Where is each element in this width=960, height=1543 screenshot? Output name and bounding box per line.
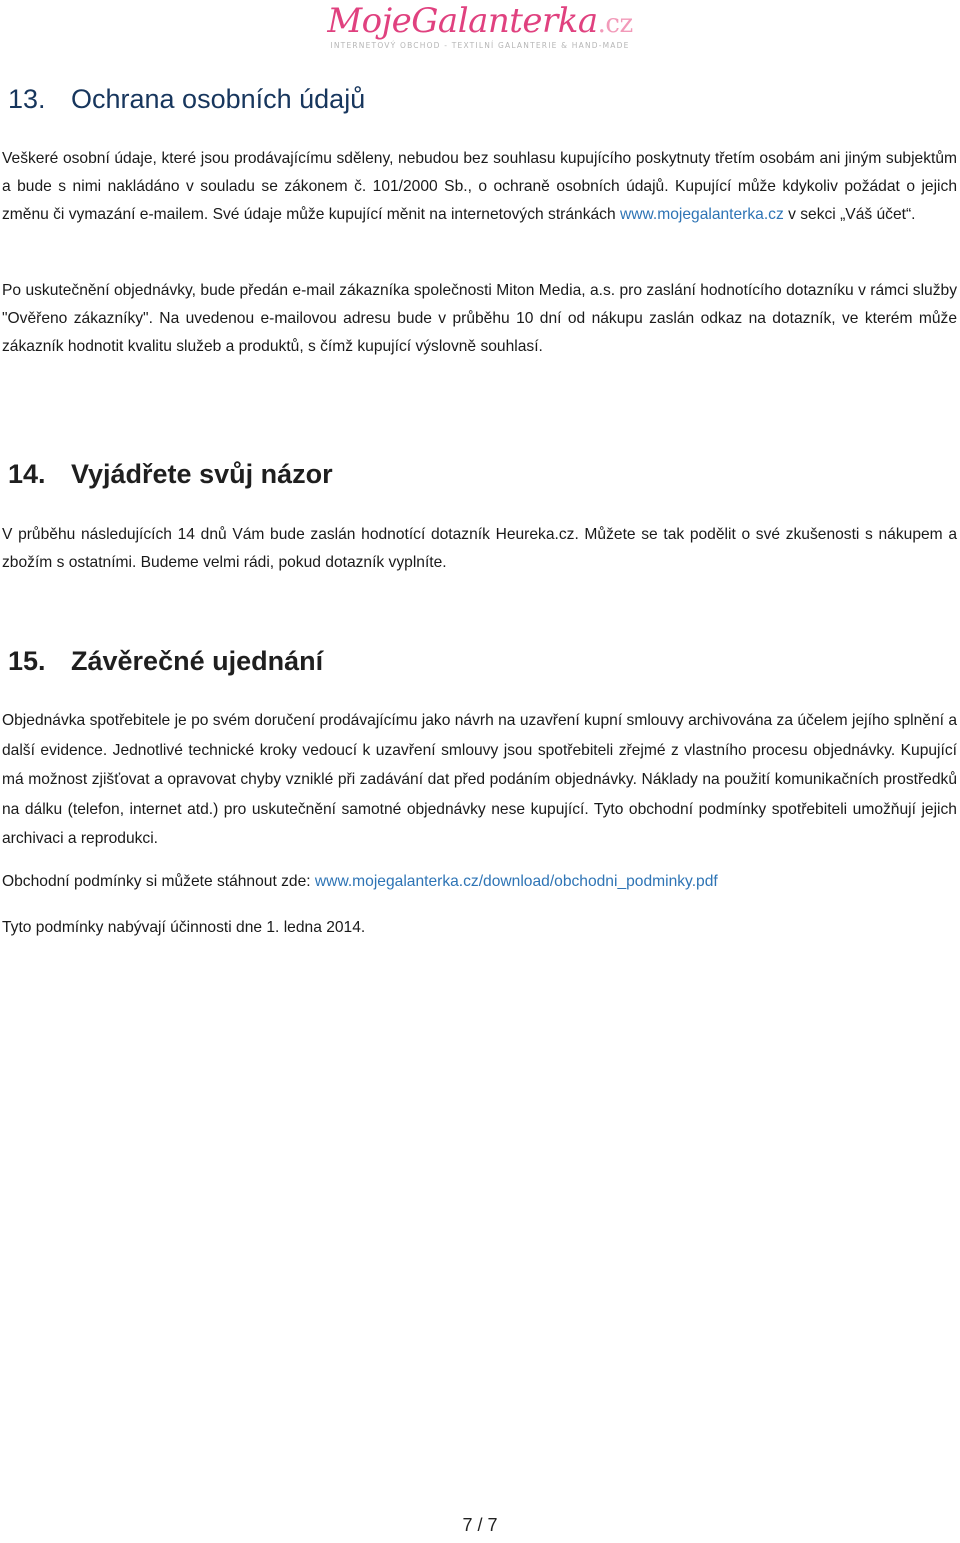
site-logo <box>0 2 960 50</box>
section-number: 15. <box>8 646 46 676</box>
section-title: Závěrečné ujednání <box>71 646 324 676</box>
privacy-text: Veškeré osobní údaje, které jsou prodávajícímu sděleny, nebudou bez souhlasu kupujícího poskytnuty třetím osobám ani jiným subjektům a bude s nimi nakládáno v souladu se zákonem č. 101/2000 Sb., o ochraně osobních údajů. Kupující může kdykoliv požádat o jejich změnu či vymazání e-mailem. Své údaje může kupující měnit na internetových stránkách <box>2 150 957 223</box>
download-link[interactable]: www.mojegalanterka.cz/download/obchodni_podminky.pdf <box>314 873 718 890</box>
website-link[interactable]: www.mojegalanterka.cz <box>619 206 784 223</box>
section-number: 13. <box>8 84 46 114</box>
review-paragraph: Po uskutečnění objednávky, bude předán e-mail zákazníka společnosti Miton Media, a.s. pro zaslání hodnotícího dotazníku v rámci služby "Ověřeno zákazníky". Na uvedenou e-mailovou adresu bude v průběhu 10 dní od nákupu zaslán odkaz na dotazník, ve kterém může zákazník hodnotit kvalitu služeb a produktů, s čímž kupující výslovně souhlasí. <box>2 282 957 355</box>
section-title: Ochrana osobních údajů <box>71 84 366 114</box>
section-13-heading <box>8 84 365 115</box>
opinion-paragraph: V průběhu následujících 14 dnů Vám bude zaslán hodnotící dotazník Heureka.cz. Můžete se tak podělit o své zkušenosti s nákupem a zbožím s ostatními. Budeme velmi rádi, pokud dotazník vyplníte. <box>2 526 957 571</box>
section-number: 14. <box>8 459 46 489</box>
logo-tagline: INTERNETOVÝ OBCHOD - TEXTILNÍ GALANTERIE & HAND-MADE <box>330 41 630 50</box>
privacy-paragraph <box>2 145 957 229</box>
section-15-heading <box>8 646 323 677</box>
effective-date: Tyto podmínky nabývají účinnosti dne 1. ledna 2014. <box>2 919 366 936</box>
logo-wordmark: MojeGalanterka.cz <box>327 1 633 41</box>
final-provisions-paragraph: Objednávka spotřebitele je po svém doručení prodávajícímu jako návrh na uzavření kupní smlouvy archivována za účelem jejího splnění a další evidence. Jednotlivé technické kroky vedoucí k uzavření smlouvy jsou spotřebiteli zřejmé z vlastního procesu objednávky. Kupující má možnost zjišťovat a opravovat chyby vzniklé při zadávání dat před podáním objednávky. Náklady na použití komunikačních prostředků na dálku (telefon, internet atd.) pro uskutečnění samotné objednávky nese kupující. Tyto obchodní podmínky spotřebiteli umožňují jejich archivaci a reprodukci. <box>2 712 957 847</box>
download-paragraph <box>2 868 957 896</box>
page-number: 7 / 7 <box>462 1515 498 1535</box>
privacy-text-tail: v sekci „Váš účet“. <box>783 206 916 223</box>
section-14-heading <box>8 459 333 490</box>
section-title: Vyjádřete svůj názor <box>71 459 333 489</box>
download-label: Obchodní podmínky si můžete stáhnout zde: <box>2 873 315 890</box>
